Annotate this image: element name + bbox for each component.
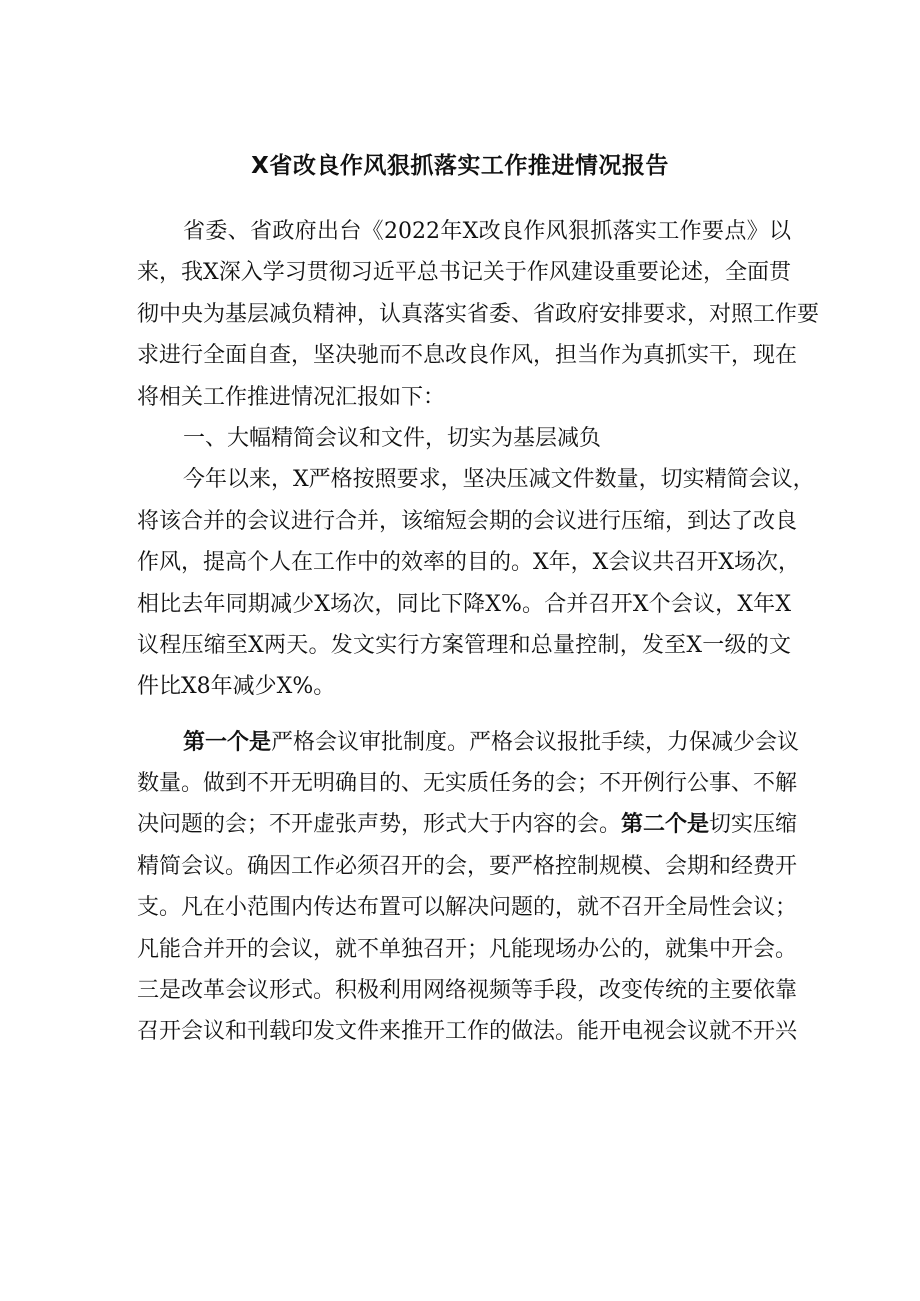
text-line: 作风，提高个人在工作中的效率的目的。X年，X会议共召开X场次， (137, 550, 800, 576)
text-line: 将该合并的会议进行合并，该缩短会期的会议进行压缩，到达了改良 (137, 508, 798, 534)
text-line: 今年以来，X严格按照要求，坚决压减文件数量，切实精简会议， (183, 467, 815, 493)
text-line: 议程压缩至X两天。发文实行方案管理和总量控制，发至X一级的文 (137, 632, 791, 658)
intro-paragraph (137, 211, 820, 418)
text-line: 召开会议和刊载印发文件来推开工作的做法。能开电视会议就不开兴 (137, 1019, 798, 1045)
text-line: 精简会议。确因工作必须召开的会，要严格控制规模、会期和经费开 (137, 853, 798, 879)
text-line: 彻中央为基层减负精神，认真落实省委、省政府安排要求，对照工作要 (137, 301, 820, 327)
text-line: 将相关工作推进情况汇报如下： (137, 384, 446, 410)
first-label: 第一个是 (183, 729, 272, 755)
text-line: 来，我X深入学习贯彻习近平总书记关于作风建设重要论述，全面贯 (137, 260, 791, 286)
text-line: 件比X8年减少X%。 (137, 674, 336, 700)
line-text: 切实压缩 (709, 812, 798, 838)
text-line: 凡能合并开的会议，就不单独召开；凡能现场办公的，就集中开会。 (137, 936, 798, 962)
section2-paragraph (137, 722, 800, 1053)
text-line: 支。凡在小范围内传达布置可以解决问题的，就不召开全局性会议； (137, 895, 798, 921)
second-label: 第二个是 (621, 812, 710, 838)
text-line: 三是改革会议形式。积极利用网络视频等手段，改变传统的主要依靠 (137, 978, 798, 1004)
document-title: X省改良作风狠抓落实工作推进情况报告 (251, 153, 669, 179)
text-line (137, 804, 798, 845)
text-line: 数量。做到不开无明确目的、无实质任务的会；不开例行公事、不解 (137, 771, 798, 797)
text-line (137, 722, 800, 763)
text-line: 省委、省政府出台《2022年X改良作风狠抓落实工作要点》以 (183, 219, 791, 244)
first-text: 严格会议审批制度。严格会议报批手续，力保减少会议 (271, 729, 800, 755)
section1-paragraph (137, 459, 815, 707)
section-heading: 一、大幅精简会议和文件，切实为基层减负 (183, 425, 602, 451)
line-text: 决问题的会；不开虚张声势，形式大于内容的会。 (137, 812, 622, 838)
paragraph-gap (137, 708, 791, 722)
text-line: 求进行全面自查，坚决驰而不息改良作风，担当作为真抓实干，现在 (137, 343, 798, 369)
document-body (137, 211, 820, 1053)
text-line: 相比去年同期减少X场次，同比下降X%。合并召开X个会议，X年X (137, 591, 791, 617)
